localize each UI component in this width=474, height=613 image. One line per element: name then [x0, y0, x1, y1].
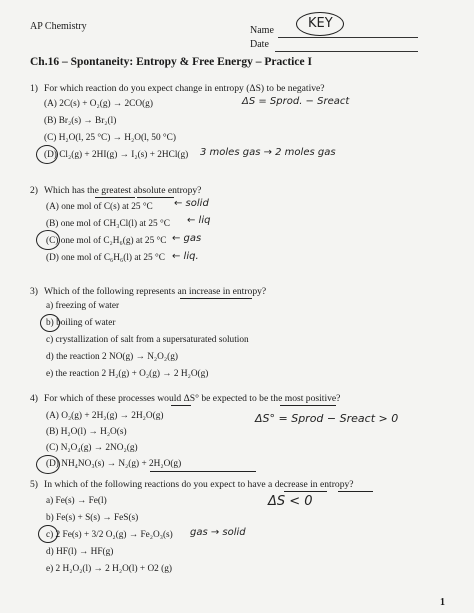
q5-option-b: b) Fe(s) + S(s) → FeS(s): [46, 513, 139, 523]
date-label: Date: [250, 39, 269, 50]
q1-prompt: For which reaction do you expect change in entropy (ΔS) to be negative?: [44, 83, 325, 94]
page-title: Ch.16 – Spontaneity: Entropy & Free Energy – Practice I: [30, 56, 312, 68]
q3-option-b: b) boiling of water: [46, 318, 116, 328]
q1-option-c: (C) H₂O(l, 25 °C) → H₂O(l, 50 °C): [44, 133, 176, 143]
q3-number: 3): [30, 286, 38, 297]
q3-prompt: Which of the following represents an increase in entropy?: [44, 286, 267, 297]
q2-underline-greatest: [95, 197, 135, 198]
q2-option-c: (C) one mol of C₂H₆(g) at 25 °C: [46, 236, 167, 246]
q3-option-e: e) the reaction 2 H₂(g) + O₂(g) → 2 H₂O(g): [46, 369, 209, 379]
q3-underline-increase: [180, 298, 252, 299]
q4-option-a: (A) O₂(g) + 2H₂(g) → 2H₂O(g): [46, 411, 164, 421]
q2-option-a: (A) one mol of C(s) at 25 °C: [46, 202, 153, 212]
q4-underline-products: [150, 471, 256, 472]
q4-answer-circle: [36, 455, 60, 474]
q1-number: 1): [30, 83, 38, 94]
q5-note-delta-s: ΔS < 0: [268, 494, 313, 509]
q4-underline-delta-s: [171, 405, 191, 406]
page-number: 1: [440, 597, 445, 608]
q3-option-c: c) crystallization of salt from a supersaturated solution: [46, 335, 249, 345]
q5-number: 5): [30, 479, 38, 490]
q1-note-moles: 3 moles gas → 2 moles gas: [200, 147, 336, 158]
q2-note-solid: ← solid: [174, 198, 209, 209]
q5-prompt: In which of the following reactions do you expect to have a decrease in entropy?: [44, 479, 354, 490]
q2-number: 2): [30, 185, 38, 196]
q4-option-b: (B) H₂O(l) → H₂O(s): [46, 427, 127, 437]
name-label: Name: [250, 25, 274, 36]
name-circle: [296, 12, 344, 36]
q4-note-formula: ΔS° = Sprod − Sreact > 0: [255, 412, 399, 425]
q4-option-c: (C) N₂O₄(g) → 2NO₂(g): [46, 443, 138, 453]
q4-number: 4): [30, 393, 38, 404]
q1-option-b: (B) Br₂(s) → Br₂(l): [44, 116, 117, 126]
q3-option-d: d) the reaction 2 NO(g) → N₂O₂(g): [46, 352, 178, 362]
q3-option-a: a) freezing of water: [46, 301, 120, 311]
q2-option-b: (B) one mol of CH₃Cl(l) at 25 °C: [46, 219, 170, 229]
q5-note-gas-solid: gas → solid: [190, 527, 246, 538]
q2-note-liq2: ← liq.: [172, 251, 199, 262]
q5-option-e: e) 2 H₂O₂(l) → 2 H₂O(l) + O2 (g): [46, 564, 172, 574]
q4-prompt: For which of these processes would ΔS° be expected to be the most positive?: [44, 393, 341, 404]
q2-note-liq: ← liq: [187, 215, 211, 226]
q3-answer-circle: [40, 314, 60, 332]
q1-option-d: (D) Cl₂(g) + 2HI(g) → I₂(s) + 2HCl(g): [44, 150, 189, 160]
q5-option-a: a) Fe(s) → Fe(l): [46, 496, 107, 506]
q2-prompt: Which has the greatest absolute entropy?: [44, 185, 202, 196]
q5-option-c: c) 2 Fe(s) + 3/2 O₂(g) → Fe₂O₃(s): [46, 530, 173, 540]
q5-answer-circle: [38, 525, 58, 543]
q2-note-gas: ← gas: [172, 233, 202, 244]
name-line: [278, 37, 418, 38]
q5-underline-entropy: [338, 491, 373, 492]
date-line: [275, 51, 418, 52]
q5-underline-decrease: [284, 491, 327, 492]
q2-answer-circle: [36, 230, 60, 250]
q4-underline-most-positive: [280, 405, 336, 406]
q2-underline-absolute: [137, 197, 174, 198]
q1-note-entropy-formula: ΔS = Sprod. − Sreact: [242, 96, 350, 107]
q1-option-a: (A) 2C(s) + O₂(g) → 2CO(g): [44, 99, 153, 109]
course-label: AP Chemistry: [30, 21, 87, 32]
q4-option-d: (D) NH₄NO₃(s) → N₂(g) + 2H₂O(g): [46, 459, 182, 469]
q1-answer-circle: [36, 145, 58, 164]
q5-option-d: d) HF(l) → HF(g): [46, 547, 114, 557]
name-value: KEY: [308, 16, 333, 31]
q2-option-d: (D) one mol of C₆H₆(l) at 25 °C: [46, 253, 165, 263]
